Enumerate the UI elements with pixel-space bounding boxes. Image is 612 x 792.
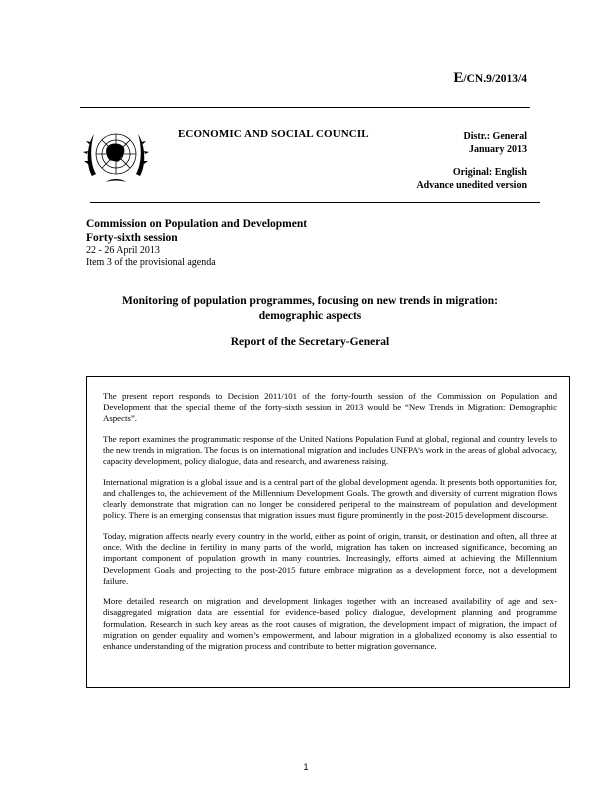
report-title-line-1: Monitoring of population programmes, focusing on new trends in migration: <box>122 295 498 307</box>
report-title-line-2: demographic aspects <box>258 310 362 322</box>
meeting-info <box>86 217 307 269</box>
report-author: Report of the Secretary-General <box>230 336 390 348</box>
commission-name: Commission on Population and Development <box>86 218 308 230</box>
summary-paragraph: International migration is a global issue and is a central part of the global development agenda. It presents both opportunities for, and challenges to, the achievement of the Millennium Development Goals. The growth and diversity of current migration flows clearly demonstrate that migration can no longer be considered periperal to the mainstream of population and development policy. There is an emerging consensus that migration issues must figure prominently in the post-2015 development discourse. <box>103 476 557 521</box>
summary-text <box>103 391 557 662</box>
report-title <box>90 294 530 324</box>
agenda-item: Item 3 of the provisional agenda <box>86 257 216 268</box>
summary-box <box>86 376 570 688</box>
distribution: Distr.: General <box>463 131 527 142</box>
symbol-prefix: E <box>453 70 464 86</box>
summary-paragraph: Today, migration affects nearly every country in the world, either as point of origin, transit, or destination and often, all three at once. With the decline in fertility in many parts of the world, migration has taken on increased significance, becoming an important component of population growth in many countries. Increasingly, efforts aimed at achieving the Millennium Development Goals and projecting to the post-2015 future embrace migration as a development force, not a development failure. <box>103 530 557 586</box>
page-number: 1 <box>303 762 309 772</box>
summary-paragraph: The present report responds to Decision 2011/101 of the forty-fourth session of the Commission on Population and Development that the special theme of the forty-sixth session in 2013 would be “New Trends in Migration: Demographic Aspects”. <box>103 391 557 424</box>
distribution-block <box>463 130 527 156</box>
header-rule-bottom <box>90 202 540 203</box>
original-language: Original: English <box>452 167 527 178</box>
version-note: Advance unedited version <box>416 180 527 191</box>
issue-date: January 2013 <box>468 144 527 155</box>
un-emblem-icon <box>78 118 154 194</box>
header-rule-top <box>80 107 530 108</box>
summary-paragraph: More detailed research on migration and development linkages together with an increased availability of age and sex-disaggregated migration data are essential for evidence-based policy dialogue, development planning and programme formulation. Research in such key areas as the root causes of migration, the development impact of migration, the impact of migration on gender equality and women’s empowerment, and labour migration in a globalized economy is also essential to enhance understanding of the migration process and contribute to better migration governance. <box>103 596 557 652</box>
session-dates: 22 - 26 April 2013 <box>86 245 160 256</box>
session-name: Forty-sixth session <box>86 232 178 244</box>
symbol-rest: /CN.9/2013/4 <box>463 73 527 85</box>
council-name: ECONOMIC AND SOCIAL COUNCIL <box>178 128 369 140</box>
original-language-block <box>416 166 527 192</box>
summary-paragraph: The report examines the programmatic response of the United Nations Population Fund at global, regional and country levels to the new trends in migration. The focus is on international migration and includes UNFPA’s work in the areas of global advocacy, capacity development, policy dialogue, data and research, and awareness raising. <box>103 433 557 467</box>
document-symbol <box>453 70 527 87</box>
